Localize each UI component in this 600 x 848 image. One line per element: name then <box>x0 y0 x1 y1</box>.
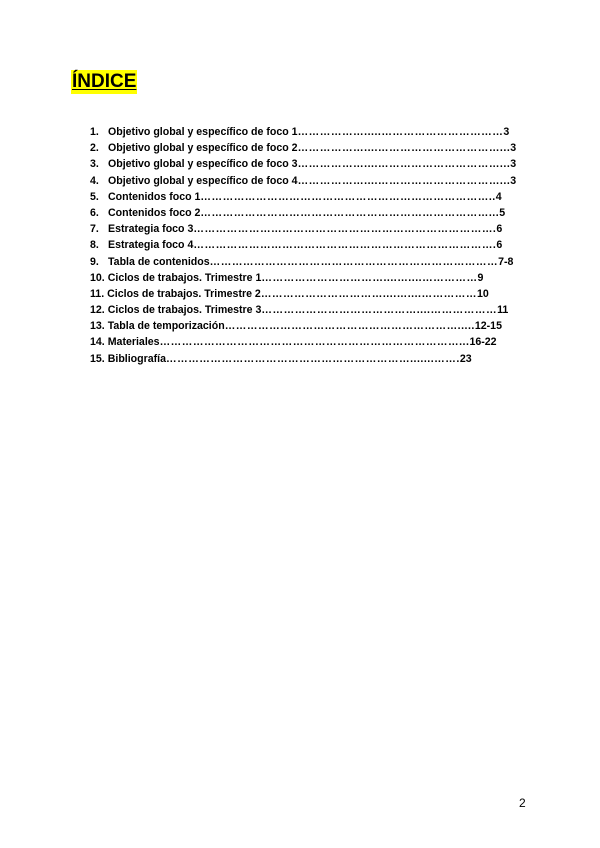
toc-entry-9[interactable] <box>90 254 530 270</box>
toc-entry-title: Tabla de contenidos <box>108 255 210 268</box>
toc-entry-page: 12-15 <box>474 320 502 333</box>
table-of-contents <box>90 124 530 367</box>
toc-entry-7[interactable] <box>90 221 530 237</box>
toc-entry-title: Estrategia foco 4 <box>108 239 194 252</box>
toc-entry-page: 3 <box>510 142 517 155</box>
toc-entry-10[interactable] <box>90 270 530 286</box>
toc-entry-leader: ………………....……………………………... <box>297 158 511 171</box>
toc-entry-number: 14. <box>90 336 105 349</box>
toc-entry-11[interactable] <box>90 286 530 302</box>
page-number: 2 <box>519 796 526 810</box>
toc-entry-title: Materiales <box>107 336 160 349</box>
toc-entry-number: 10. <box>90 271 105 284</box>
toc-entry-title: Objetivo global y específico de foco 1 <box>108 126 298 138</box>
toc-entry-number: 7. <box>90 223 99 236</box>
toc-entry-page: 6 <box>496 223 503 236</box>
toc-entry-page: 9 <box>477 271 484 284</box>
toc-entry-leader: ……………………………....…....…………… <box>260 287 477 300</box>
toc-entry-15[interactable] <box>90 351 530 367</box>
toc-entry-title: Ciclos de trabajos. Trimestre 3 <box>107 304 262 317</box>
toc-entry-leader: ……………………………....…....…………… <box>261 271 478 284</box>
toc-entry-leader: ………………………………………………………….......……. <box>166 352 460 365</box>
toc-entry-title: Objetivo global y específico de foco 3 <box>108 158 298 171</box>
toc-entry-page: 6 <box>496 239 503 252</box>
toc-entry-title: Objetivo global y específico de foco 2 <box>108 142 298 155</box>
toc-entry-page: 11 <box>497 304 509 317</box>
toc-entry-5[interactable] <box>90 189 530 205</box>
toc-entry-4[interactable] <box>90 173 530 189</box>
toc-entry-number: 6. <box>90 206 99 219</box>
toc-entry-3[interactable] <box>90 156 530 172</box>
toc-entry-title: Tabla de temporización <box>107 320 225 333</box>
toc-entry-number: 3. <box>90 158 99 171</box>
toc-entry-title: Contenidos foco 1 <box>108 190 201 203</box>
toc-entry-leader: ………………………………………………………………………... <box>159 336 470 349</box>
toc-entry-leader: ………………....……………………………... <box>297 142 511 155</box>
toc-entry-13[interactable] <box>90 318 530 334</box>
toc-entry-number: 8. <box>90 239 99 252</box>
toc-entry-title: Contenidos foco 2 <box>108 206 201 219</box>
toc-entry-page: 3 <box>510 158 517 171</box>
toc-entry-title: Estrategia foco 3 <box>108 223 194 236</box>
toc-entry-title: Ciclos de trabajos. Trimestre 2 <box>107 287 261 300</box>
toc-entry-leader: …………………………………………………………………… <box>209 255 499 268</box>
toc-entry-number: 4. <box>90 174 99 187</box>
toc-entry-page: 7-8 <box>498 255 514 268</box>
toc-entry-page: 3 <box>503 126 510 138</box>
toc-entry-leader: ………………………………………………………………………. <box>193 223 497 236</box>
toc-entry-leader: ……………………………………………………………………... <box>200 206 500 219</box>
toc-entry-2[interactable] <box>90 140 530 156</box>
toc-entry-leader: ……………….....…………………………… <box>297 126 504 138</box>
toc-entry-number: 12. <box>90 304 105 317</box>
toc-entry-page: 23 <box>459 352 472 365</box>
toc-entry-8[interactable] <box>90 237 530 253</box>
toc-entry-number: 13. <box>90 320 105 333</box>
toc-entry-6[interactable] <box>90 205 530 221</box>
toc-entry-page: 5 <box>499 206 506 219</box>
toc-entry-page: 4 <box>495 190 502 203</box>
toc-entry-leader: ………………....……………………………... <box>297 174 511 187</box>
toc-entry-number: 15. <box>90 352 105 365</box>
toc-entry-page: 10 <box>476 287 489 300</box>
toc-entry-title: Objetivo global y específico de foco 4 <box>108 174 298 187</box>
toc-entry-number: 1. <box>90 126 99 138</box>
toc-entry-1[interactable] <box>90 124 530 140</box>
toc-entry-12[interactable] <box>90 302 530 318</box>
toc-entry-leader: ………………………………………………………..... <box>224 320 475 333</box>
toc-entry-title: Ciclos de trabajos. Trimestre 1 <box>107 271 262 284</box>
toc-entry-title: Bibliografía <box>107 352 167 365</box>
page-title: ÍNDICE <box>72 71 137 92</box>
toc-entry-leader: …………………………………………………………………….. <box>200 190 496 203</box>
toc-entry-number: 2. <box>90 142 99 155</box>
toc-entry-14[interactable] <box>90 334 530 350</box>
toc-entry-leader: ……………………………………....……………… <box>261 304 498 317</box>
toc-entry-number: 11. <box>90 287 105 300</box>
toc-entry-leader: ………………………………………………………………………. <box>193 239 497 252</box>
toc-entry-page: 3 <box>510 174 517 187</box>
toc-entry-number: 5. <box>90 190 99 203</box>
toc-entry-number: 9. <box>90 255 99 268</box>
toc-entry-page: 16-22 <box>469 336 497 349</box>
